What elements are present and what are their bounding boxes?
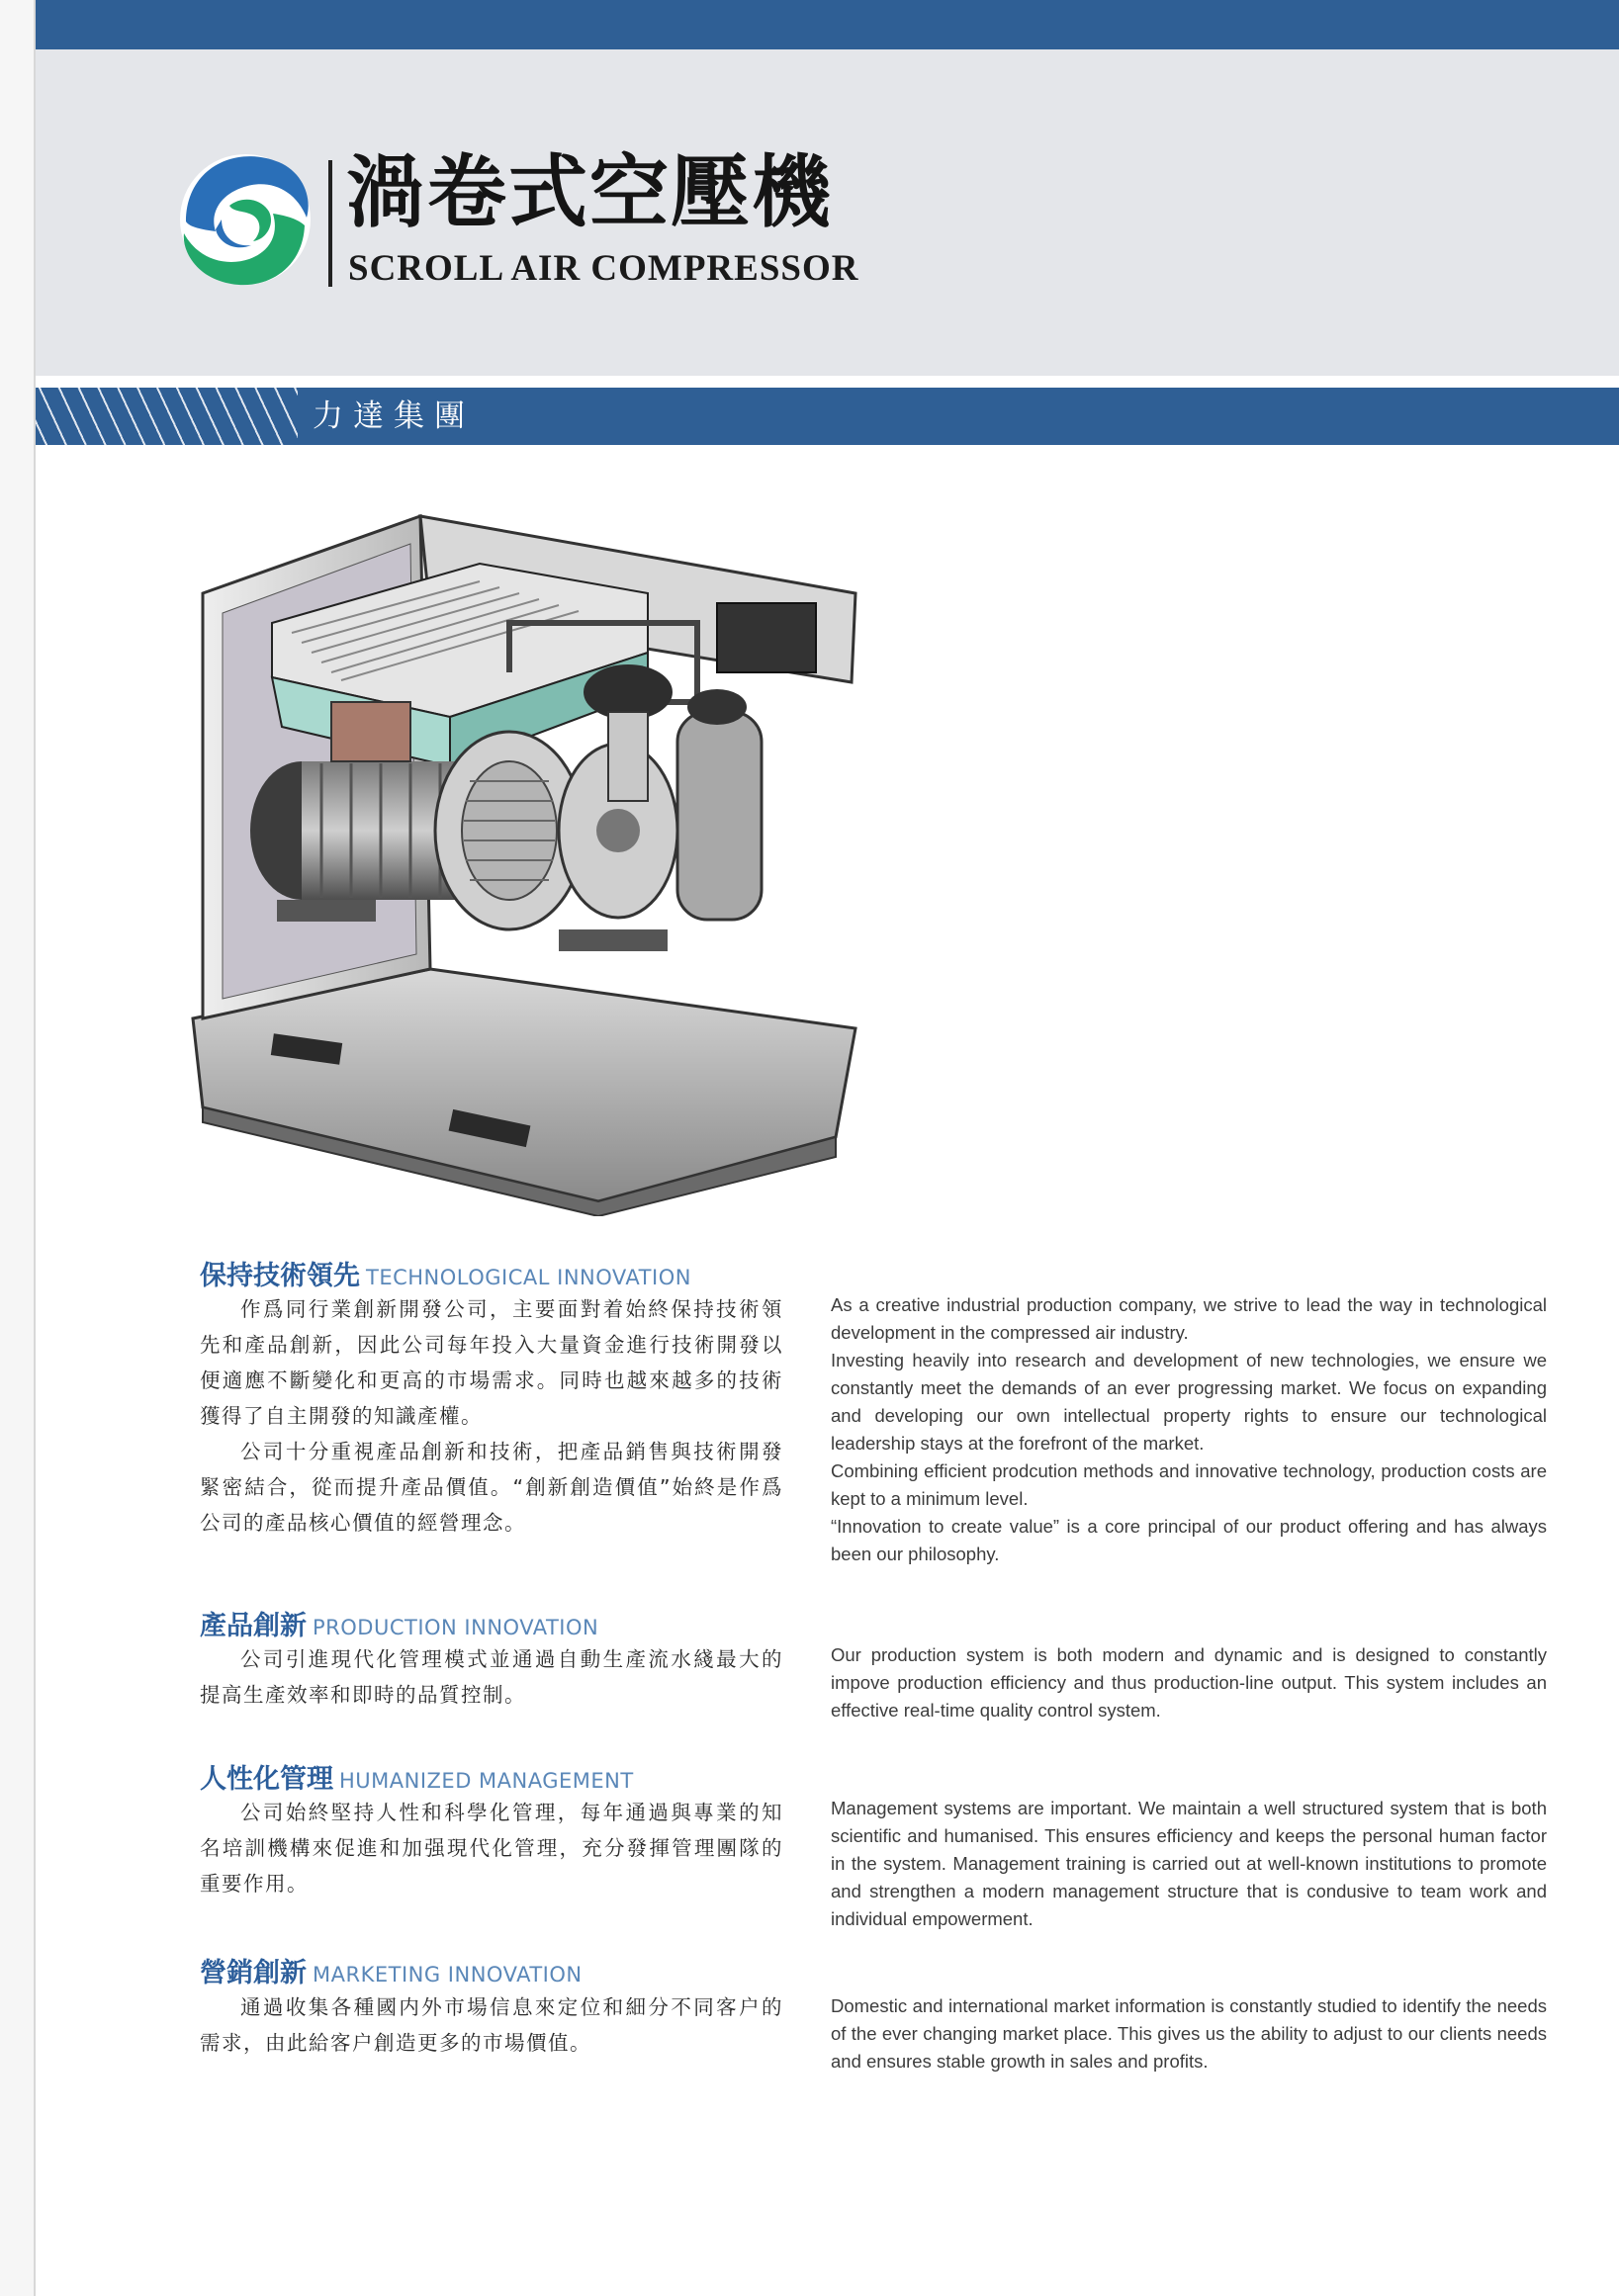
section-technological-innovation-heading [200,1254,691,1292]
section-production-innovation-heading [200,1604,598,1642]
section-title-en: PRODUCTION INNOVATION [313,1616,599,1639]
production-innovation-zh-paragraph: 公司引進現代化管理模式並通過自動生產流水綫最大的提高生產效率和即時的品質控制。 [200,1647,783,1707]
humanized-management-en-text [831,1795,1547,1933]
section-humanized-management-heading [200,1757,634,1796]
marketing-innovation-en-text [831,1992,1547,2075]
production-innovation-en-text [831,1641,1547,1724]
humanized-management-zh-paragraph: 公司始終堅持人性和科學化管理，每年通過與專業的知名培訓機構來促進和加强現代化管理，充分發揮管理團隊的重要作用。 [200,1801,783,1896]
en-text-line: Our production system is both modern and dynamic and is designed to constantly impove production efficiency and thus production-line output. This system includes an effective real-time quality control system. [831,1644,1547,1721]
section-title-zh: 產品創新 [200,1611,307,1641]
section-title-zh: 人性化管理 [200,1764,333,1795]
page-left-edge [0,0,36,2296]
en-text-line: As a creative industrial production company, we strive to lead the way in technological development in the compressed air industry. [831,1294,1547,1343]
en-text-line: Investing heavily into research and development of new technologies, we ensure we constantly meet the demands of an ever progressing market. We focus on expanding and developing our own intellectual property rights to ensure our technological leadership stays at the forefront of the market. [831,1350,1547,1454]
technological-innovation-en-text [831,1291,1547,1568]
technological-innovation-zh-paragraph-2: 公司十分重視產品創新和技術，把產品銷售與技術開發緊密結合，從而提升產品價值。“創新創造價值”始終是作爲公司的產品核心價值的經營理念。 [200,1440,783,1535]
en-text-line: Management systems are important. We maintain a well structured system that is both scientific and humanised. This ensures efficiency and keeps the personal human factor in the system. Management training is carried out at well-known institutions to promote and strengthen a modern management structure that is condusive to team work and individual empowerment. [831,1798,1547,1929]
section-title-zh: 保持技術領先 [200,1261,360,1291]
marketing-innovation-zh-paragraph: 通過收集各種國内外市場信息來定位和細分不同客户的需求，由此給客户創造更多的市場價值。 [200,1995,783,2055]
technological-innovation-zh-paragraph-1: 作爲同行業創新開發公司，主要面對着始終保持技術領先和產品創新，因此公司每年投入大量資金進行技術開發以便適應不斷變化和更高的市場需求。同時也越來越多的技術獲得了自主開發的知識產權。 [200,1297,783,1428]
en-text-line: Combining efficient prodcution methods and innovative technology, production costs are kept to a minimum level. [831,1460,1547,1509]
logo-divider [328,160,332,287]
title-chinese: 渦卷式空壓機 [346,146,833,238]
brand-name: 力達集團 [313,398,475,434]
section-title-en: MARKETING INNOVATION [313,1963,583,1987]
section-title-en: HUMANIZED MANAGEMENT [339,1769,634,1793]
brand-stripe-bar [36,388,1619,445]
en-text-line: Domestic and international market information is constantly studied to identify the needs of the ever changing market place. This gives us the ability to adjust to our clients needs and ensures stable growth in sales and profits. [831,1995,1547,2072]
section-title-zh: 營銷創新 [200,1958,307,1988]
title-english: SCROLL AIR COMPRESSOR [348,248,859,289]
section-marketing-innovation-heading [200,1951,583,1989]
top-color-bar [36,0,1619,49]
section-title-en: TECHNOLOGICAL INNOVATION [366,1266,691,1289]
company-logo [176,148,315,292]
compressor-product-image [183,504,875,1216]
hatch-pattern [36,388,298,445]
en-text-line: “Innovation to create value” is a core principal of our product offering and has always been our philosophy. [831,1516,1547,1564]
